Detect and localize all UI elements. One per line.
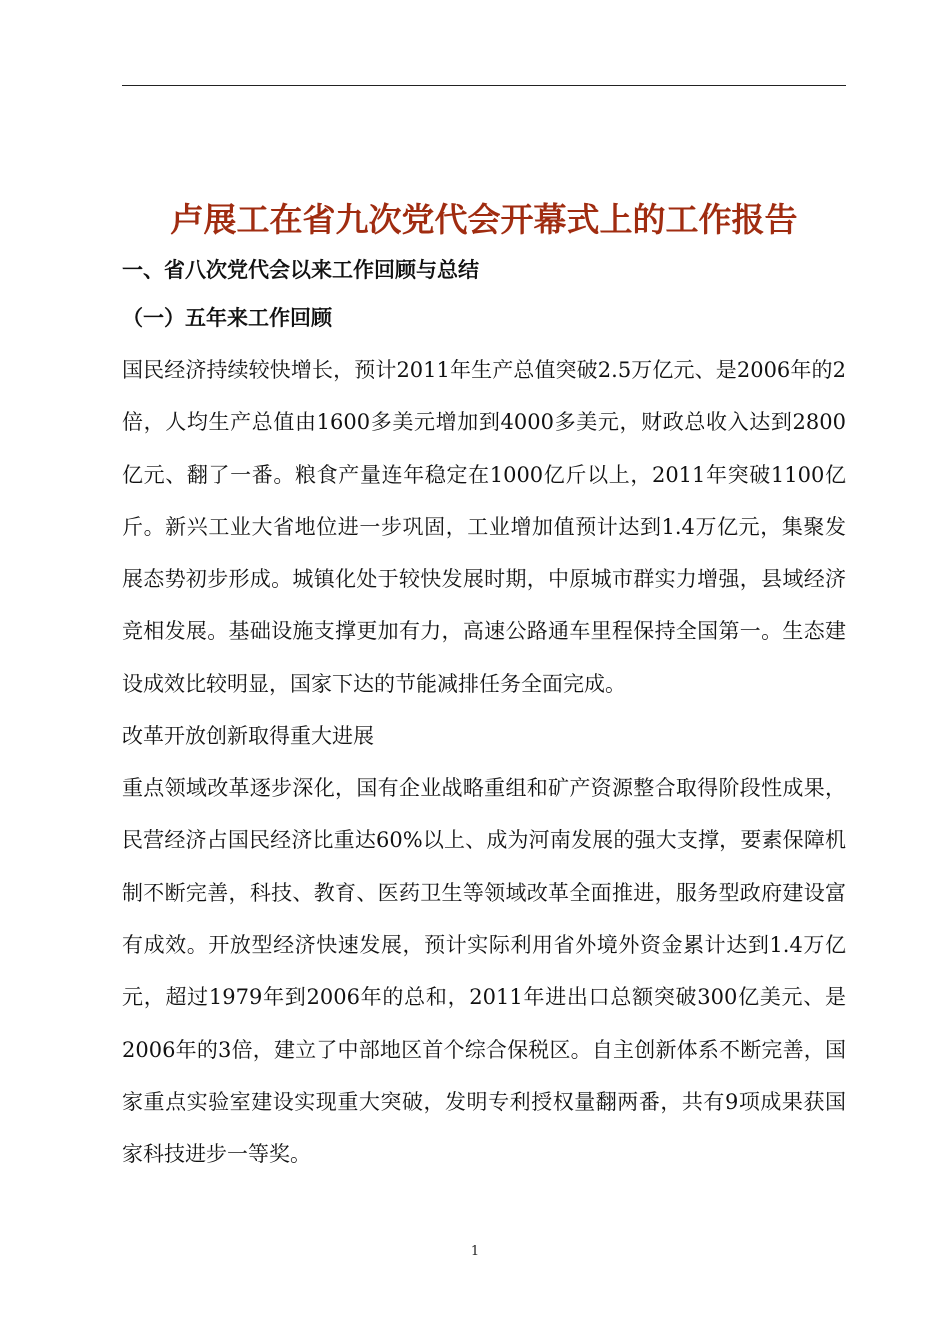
subsection-heading: （一）五年来工作回顾 bbox=[122, 305, 332, 330]
page-number: 1 bbox=[470, 1244, 480, 1259]
subheading-reform: 改革开放创新取得重大进展 bbox=[122, 724, 374, 749]
document-title: 卢展工在省九次党代会开幕式上的工作报告 bbox=[170, 200, 798, 239]
header-rule bbox=[122, 85, 846, 86]
section-heading: 一、省八次党代会以来工作回顾与总结 bbox=[122, 258, 479, 282]
paragraph-reform: 重点领域改革逐步深化，国有企业战略重组和矿产资源整合取得阶段性成果，民营经济占国民经济比重达60%以上、成为河南发展的强大支撑，要素保障机制不断完善，科技、教育、医药卫生等领域改革全面推进，服务型政府建设富有成效。开放型经济快速发展，预计实际利用省外境外资金累计达到1.4万亿元，超过1979年到2006年的总和，2011年进出口总额突破300亿美元、是2006年的3倍，建立了中部地区首个综合保税区。自主创新体系不断完善，国家重点实验室建设实现重大突破，发明专利授权量翻两番，共有9项成果获国家科技进步一等奖。 bbox=[122, 776, 846, 1167]
document-body bbox=[122, 192, 846, 1180]
paragraph-economic-growth: 国民经济持续较快增长，预计2011年生产总值突破2.5万亿元、是2006年的2倍，人均生产总值由1600多美元增加到4000多美元，财政总收入达到2800亿元、翻了一番。粮食产量连年稳定在1000亿斤以上，2011年突破1100亿斤。新兴工业大省地位进一步巩固，工业增加值预计达到1.4万亿元，集聚发展态势初步形成。城镇化处于较快发展时期，中原城市群实力增强，县域经济竞相发展。基础设施支撑更加有力，高速公路通车里程保持全国第一。生态建设成效比较明显，国家下达的节能减排任务全面完成。 bbox=[122, 358, 846, 696]
